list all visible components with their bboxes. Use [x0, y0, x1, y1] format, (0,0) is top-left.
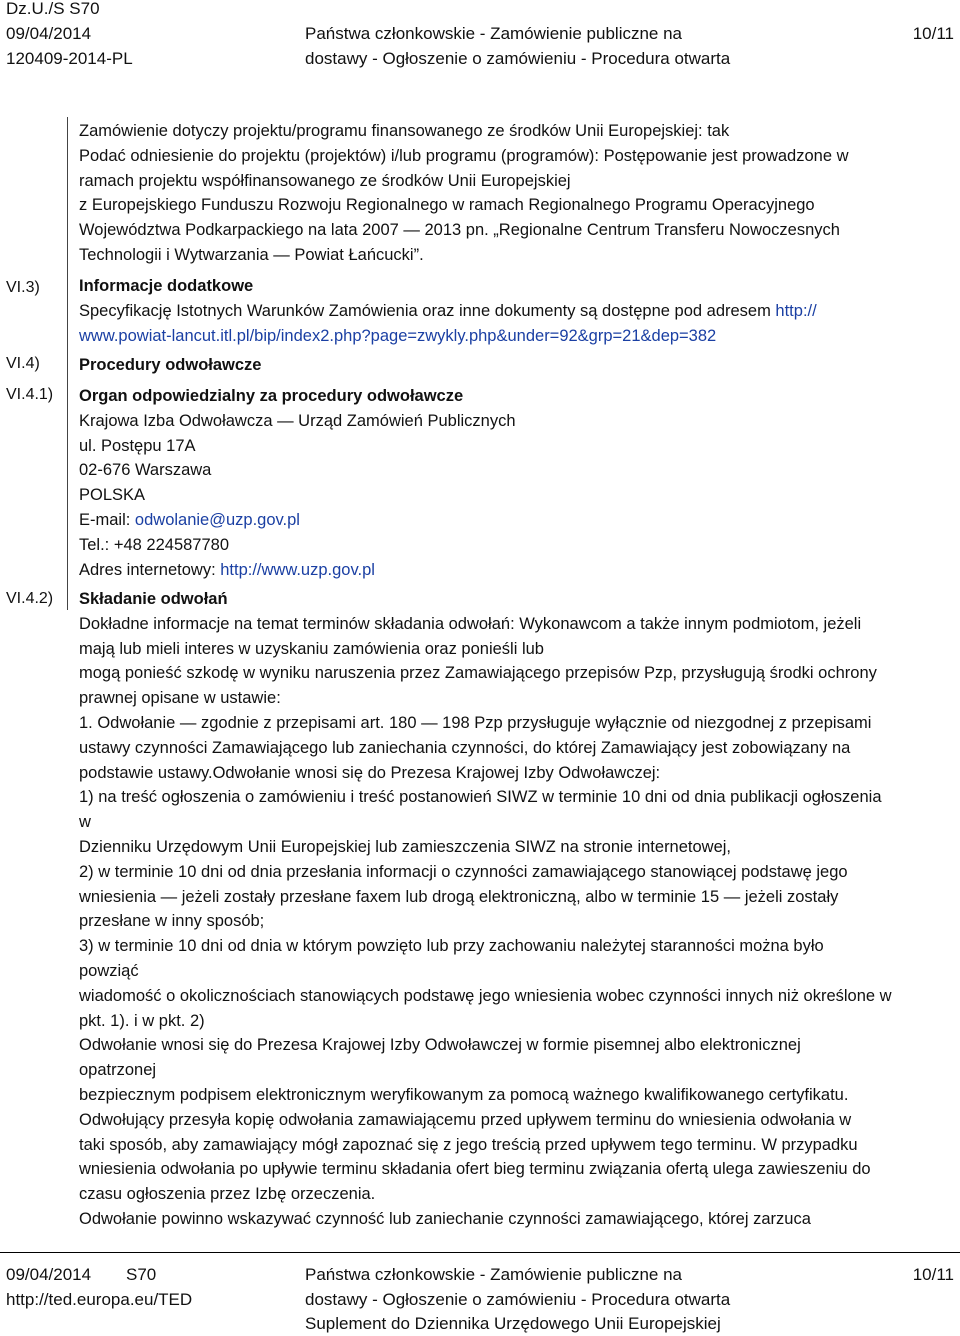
additional-info-text — [79, 299, 949, 324]
paragraph-line: ustawy czynności Zamawiającego lub zaniechania czynności, do której Zamawiający jest zobowiązany na — [79, 738, 851, 757]
journal-ref: Dz.U./S S70 — [6, 0, 100, 18]
header-title-line1: Państwa członkowskie - Zamówienie publiczne na — [305, 24, 683, 43]
appeal-procedures-section — [79, 353, 949, 378]
paragraph-line: w — [79, 813, 91, 832]
web-link[interactable]: http://www.uzp.gov.pl — [220, 560, 375, 579]
paragraph-line: 2) w terminie 10 dni od dnia przesłania informacji o czynności zamawiającego stanowiącej podstawę jego — [79, 862, 848, 881]
lodging-appeals-section — [79, 587, 949, 1232]
appeal-body-web-row — [79, 558, 949, 583]
paragraph-line: Technologii i Wytwarzania — Powiat Łańcucki”. — [79, 245, 424, 264]
section-number-vi4: VI.4) — [6, 355, 40, 372]
header-title-line2: dostawy - Ogłoszenie o zamówieniu - Procedura otwarta — [305, 49, 731, 68]
paragraph-line: wiadomość o okolicznościach stanowiących podstawę jego wniesienia wobec czynności innych niż określone w — [79, 986, 892, 1005]
paragraph-line: Dzienniku Urzędowym Unii Europejskiej lub zamieszczenia SIWZ na stronie internetowej, — [79, 837, 732, 856]
footer-series: S70 — [126, 1265, 157, 1284]
paragraph-line: pkt. 1). i w pkt. 2) — [79, 1011, 205, 1030]
lodging-appeals-text — [79, 612, 949, 1232]
additional-info-sentence: Specyfikację Istotnych Warunków Zamówienia oraz inne dokumenty są dostępne pod adresem — [79, 301, 776, 320]
paragraph-line: mają lub mieli interes w uzyskaniu zamówienia oraz ponieśli lub — [79, 639, 544, 658]
footer-title-line3: Suplement do Dziennika Urzędowego Unii Europejskiej — [305, 1314, 721, 1333]
footer-page-number: 10/11 — [912, 1265, 954, 1284]
footer-title-line2: dostawy - Ogłoszenie o zamówieniu - Procedura otwarta — [305, 1290, 731, 1309]
footer-date: 09/04/2014 — [6, 1265, 92, 1284]
paragraph-line: 1. Odwołanie — zgodnie z przepisami art. 180 — 198 Pzp przysługuje wyłącznie od niezgodnej z przepisami — [79, 713, 872, 732]
email-link[interactable]: odwolanie@uzp.gov.pl — [134, 510, 300, 529]
footer-rule — [0, 1252, 960, 1253]
section-number-vi41: VI.4.1) — [6, 386, 54, 403]
paragraph-line: z Europejskiego Funduszu Rozwoju Regionalnego w ramach Regionalnego Programu Operacyjnego — [79, 196, 815, 215]
paragraph-line: podstawie ustawy.Odwołanie wnosi się do Prezesa Krajowej Izby Odwoławczej: — [79, 763, 661, 782]
paragraph-line: wniesienia — jeżeli zostały przesłane faxem lub drogą elektroniczną, albo w terminie 15 — jeżeli zostały — [79, 887, 839, 906]
section-number-vi3: VI.3) — [6, 279, 40, 296]
paragraph-line: Odwołujący przesyła kopię odwołania zamawiającemu przed upływem terminu do wniesienia odwołania w — [79, 1110, 852, 1129]
paragraph-line: czasu ogłoszenia przez Izbę orzeczenia. — [79, 1185, 376, 1204]
lodging-appeals-heading: Składanie odwołań — [79, 590, 228, 608]
paragraph-line: bezpiecznym podpisem elektronicznym weryfikowanym za pomocą ważnego kwalifikowanego certyfikatu. — [79, 1085, 849, 1104]
appeal-body-section — [79, 384, 949, 582]
appeal-body-phone: Tel.: +48 224587780 — [79, 535, 230, 554]
paragraph-line: Dokładne informacje na temat terminów składania odwołań: Wykonawcom a także innym podmiotom, jeżeli — [79, 614, 862, 633]
paragraph-line: Podać odniesienie do projektu (projektów) i/lub programu (programów): Postępowanie jest prowadzone w — [79, 146, 849, 165]
margin-rule — [67, 117, 68, 610]
paragraph-line: ramach projektu współfinansowanego ze środków Unii Europejskiej — [79, 171, 571, 190]
documents-link-part1[interactable]: http:// — [775, 301, 817, 320]
footer-title-line1: Państwa członkowskie - Zamówienie publiczne na — [305, 1265, 683, 1284]
paragraph-line: Odwołanie powinno wskazywać czynność lub zaniechanie czynności zamawiającego, której zarzuca — [79, 1209, 811, 1228]
paragraph-line: 1) na treść ogłoszenia o zamówieniu i treść postanowień SIWZ w terminie 10 dni od dnia publikacji ogłoszenia — [79, 788, 882, 807]
appeal-body-city: 02-676 Warszawa — [79, 461, 212, 480]
paragraph-line: opatrzonej — [79, 1061, 157, 1080]
header-page-number: 10/11 — [912, 24, 954, 43]
section-number-vi42: VI.4.2) — [6, 590, 54, 607]
documents-link-part2[interactable]: www.powiat-lancut.itl.pl/bip/index2.php?page=zwykly.php&under=92&grp=21&dep=382 — [79, 326, 717, 345]
header-doc-id: 120409-2014-PL — [6, 49, 133, 68]
paragraph-line: Województwa Podkarpackiego na lata 2007 — 2013 pn. „Regionalne Centrum Transferu Nowoczesnych — [79, 221, 840, 240]
paragraph-line: taki sposób, aby zamawiający mógł zapoznać się z jego treścią przed upływem tego terminu. W przypadku — [79, 1135, 858, 1154]
additional-info-heading: Informacje dodatkowe — [79, 277, 254, 295]
appeal-body-name: Krajowa Izba Odwoławcza — Urząd Zamówień Publicznych — [79, 411, 516, 430]
paragraph-line: prawnej opisane w ustawie: — [79, 689, 281, 708]
appeal-body-email-row — [79, 508, 949, 533]
footer-url: http://ted.europa.eu/TED — [6, 1290, 193, 1309]
email-label: E-mail: — [79, 510, 135, 529]
header-date: 09/04/2014 — [6, 24, 92, 43]
appeal-body-country: POLSKA — [79, 486, 146, 505]
project-funding-block — [79, 119, 949, 268]
paragraph-line: wniesienia odwołania po upływie terminu składania ofert bieg terminu związania ofertą ulega zawieszeniu do — [79, 1160, 871, 1179]
paragraph-line: Zamówienie dotyczy projektu/programu finansowanego ze środków Unii Europejskiej: tak — [79, 122, 730, 140]
paragraph-line: Odwołanie wnosi się do Prezesa Krajowej Izby Odwoławczej w formie pisemnej albo elektronicznej — [79, 1036, 801, 1055]
paragraph-line: powziąć — [79, 961, 139, 980]
paragraph-line: mogą ponieść szkodę w wyniku naruszenia przez Zamawiającego przepisów Pzp, przysługują środki ochrony — [79, 664, 877, 683]
additional-info-section — [79, 274, 949, 348]
web-label: Adres internetowy: — [79, 560, 221, 579]
paragraph-line: przesłane w inny sposób; — [79, 912, 265, 931]
paragraph-line: 3) w terminie 10 dni od dnia w którym powzięto lub przy zachowaniu należytej staranności można było — [79, 937, 824, 956]
appeal-procedures-heading: Procedury odwoławcze — [79, 356, 262, 374]
appeal-body-heading: Organ odpowiedzialny za procedury odwoławcze — [79, 387, 464, 405]
appeal-body-street: ul. Postępu 17A — [79, 436, 196, 455]
